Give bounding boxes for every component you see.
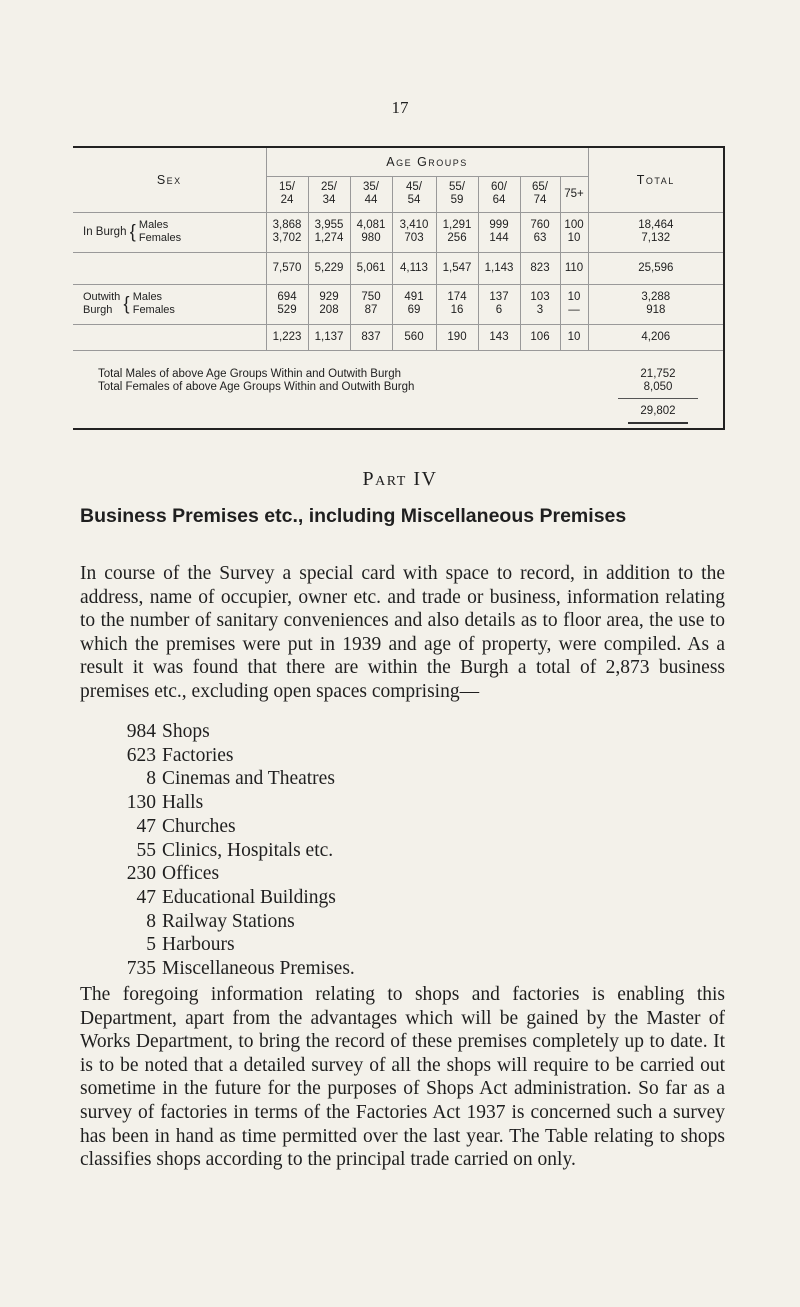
in-burgh-label: In Burgh: [83, 226, 127, 239]
value-cell: [308, 252, 350, 284]
age-groups-table: [73, 146, 725, 430]
total-cell: [588, 284, 723, 324]
value-cell: [392, 212, 436, 252]
premises-count: 47: [136, 815, 156, 837]
premises-list-item: [122, 910, 355, 934]
cell-value: 87: [364, 304, 378, 316]
age-group-label: 24: [280, 194, 294, 206]
value-cell: [520, 324, 560, 350]
cell-value: 137: [489, 291, 509, 303]
premises-count: 130: [126, 792, 156, 814]
premises-count: 984: [126, 721, 156, 742]
cell-value: 1,547: [442, 261, 472, 274]
age-group-label: 45/: [406, 181, 422, 193]
value-cell: [436, 284, 478, 324]
premises-label: Churches: [162, 815, 236, 837]
cell-value: 208: [319, 304, 339, 316]
age-group-header: [560, 176, 588, 212]
value-cell: [436, 252, 478, 284]
paragraph-foregoing: The foregoing information relating to shops and factories is enabling this Department, apart from the advantages which will be gained by the Master of Works Department, to bring the record of these premises completely up to date. It is to be noted that a detailed survey of all the shops will require to be carried out sometime in the future for the purposes of Shops Act administration. So far as a survey of factories in terms of the Factories Act 1937 is concerned such a survey has been in hand as time permitted over the last year. The Table relating to shops classifies shops according to the principal trade carried on only.: [80, 984, 725, 1171]
value-cell: [520, 284, 560, 324]
outwith-females-label: Females: [132, 304, 175, 316]
cell-value: 7,570: [272, 261, 302, 274]
cell-value: 10: [567, 291, 581, 303]
cell-value: —: [568, 304, 580, 316]
value-cell: [560, 252, 588, 284]
cell-value: 999: [489, 219, 509, 231]
age-group-label: 64: [492, 194, 506, 206]
premises-count: 5: [146, 934, 156, 956]
total-header: Total: [588, 148, 723, 212]
premises-count: 8: [146, 910, 156, 932]
outwith-burgh-label-cell: [73, 284, 266, 324]
cell-value: 750: [361, 291, 381, 303]
premises-list: [122, 720, 355, 981]
cell-value: 25,596: [638, 261, 674, 274]
age-group-label: 74: [533, 194, 547, 206]
cell-value: 69: [407, 304, 421, 316]
total-cell: [588, 324, 723, 350]
in-burgh-females-label: Females: [138, 232, 182, 244]
value-cell: [520, 252, 560, 284]
total-cell: [588, 212, 723, 252]
outwith-label-line1: Outwith: [83, 291, 121, 303]
value-cell: [350, 212, 392, 252]
value-cell: [478, 284, 520, 324]
cell-value: 190: [447, 330, 467, 343]
premises-list-item: [122, 839, 355, 863]
value-cell: [478, 212, 520, 252]
cell-value: 174: [447, 291, 467, 303]
value-cell: [308, 212, 350, 252]
cell-value: 703: [404, 232, 424, 244]
sum-rule: [618, 398, 698, 399]
premises-label: Railway Stations: [162, 910, 295, 932]
value-cell: [436, 212, 478, 252]
age-group-header: [436, 176, 478, 212]
cell-value: 63: [533, 232, 547, 244]
premises-label: Factories: [162, 744, 234, 766]
value-cell: [350, 284, 392, 324]
paragraph-intro: In course of the Survey a special card with space to record, in addition to the address, name of occupier, owner etc. and trade or business, information relating to the number of sanitary conveniences and also details as to floor area, the use to which the premises were put in 1939 and age of property, were compiled. As a result it was found that there are within the Burgh a total of 2,873 business premises etc., excluding open spaces comprising—: [80, 563, 725, 702]
section-title: Business Premises etc., including Miscellaneous Premises: [80, 505, 627, 527]
cell-value: 143: [489, 330, 509, 343]
cell-value: 5,061: [356, 261, 386, 274]
premises-label: Educational Buildings: [162, 886, 336, 908]
cell-value: 106: [530, 330, 550, 343]
value-cell: [308, 284, 350, 324]
value-cell: [392, 284, 436, 324]
age-group-label: 59: [450, 194, 464, 206]
premises-list-item: [122, 720, 355, 744]
cell-value: 103: [530, 291, 550, 303]
cell-value: 4,081: [356, 219, 386, 231]
cell-value: 256: [447, 232, 467, 244]
cell-value: 3,868: [272, 219, 302, 231]
premises-label: Miscellaneous Premises.: [162, 958, 355, 980]
cell-value: 823: [530, 261, 550, 274]
cell-value: 3: [536, 304, 544, 316]
value-cell: [392, 324, 436, 350]
value-cell: [308, 324, 350, 350]
cell-value: 10: [567, 232, 581, 244]
premises-label: Halls: [162, 792, 204, 814]
value-cell: [560, 212, 588, 252]
premises-label: Cinemas and Theatres: [162, 768, 335, 790]
value-cell: [436, 324, 478, 350]
value-cell: [350, 324, 392, 350]
cell-value: 929: [319, 291, 339, 303]
age-group-header: [308, 176, 350, 212]
in-burgh-label-cell: [73, 212, 266, 252]
age-group-label: 65/: [532, 181, 548, 193]
age-group-label: 34: [322, 194, 336, 206]
cell-value: 760: [530, 219, 550, 231]
value-cell: [266, 284, 308, 324]
cell-value: 1,143: [484, 261, 514, 274]
cell-value: 980: [361, 232, 381, 244]
premises-label: Shops: [162, 721, 210, 742]
part-heading: Part IV: [362, 468, 438, 490]
age-group-header: [392, 176, 436, 212]
outwith-males-label: Males: [132, 291, 163, 303]
cell-value: 7,132: [641, 232, 671, 244]
premises-list-item: [122, 957, 355, 981]
cell-value: 18,464: [638, 219, 674, 231]
age-group-label: 55/: [449, 181, 465, 193]
cell-value: 694: [277, 291, 297, 303]
age-group-label: 35/: [363, 181, 379, 193]
premises-list-item: [122, 791, 355, 815]
cell-value: 1,274: [314, 232, 344, 244]
value-cell: [560, 324, 588, 350]
premises-list-item: [122, 744, 355, 768]
in-burgh-males-label: Males: [138, 219, 169, 231]
brace-glyph: {: [123, 293, 130, 314]
value-cell: [350, 252, 392, 284]
premises-list-item: [122, 815, 355, 839]
premises-count: 623: [126, 744, 156, 766]
cell-value: 3,288: [641, 291, 671, 303]
page-number: 17: [391, 98, 409, 117]
premises-count: 230: [126, 863, 156, 885]
age-group-header: [478, 176, 520, 212]
premises-list-item: [122, 933, 355, 957]
premises-list-item: [122, 767, 355, 791]
age-groups-header: Age Groups: [266, 148, 588, 176]
cell-value: 3,410: [399, 219, 429, 231]
total-males-value: 21,752: [640, 368, 676, 380]
total-cell: [588, 252, 723, 284]
cell-value: 3,955: [314, 219, 344, 231]
total-females-label: Total Females of above Age Groups Within and Outwith Burgh: [98, 381, 415, 393]
cell-value: 560: [404, 330, 424, 343]
premises-label: Clinics, Hospitals etc.: [162, 839, 334, 861]
in-burgh-subtotal-row: [73, 252, 723, 284]
cell-value: 3,702: [272, 232, 302, 244]
cell-value: 918: [646, 304, 666, 316]
outwith-label-line2: Burgh: [83, 304, 113, 316]
age-group-label: 60/: [491, 181, 507, 193]
cell-value: 110: [564, 261, 584, 274]
age-group-label: 15/: [279, 181, 295, 193]
premises-count: 55: [136, 839, 156, 861]
value-cell: [478, 324, 520, 350]
premises-count: 735: [126, 958, 156, 980]
value-cell: [478, 252, 520, 284]
in-burgh-row: [73, 212, 723, 252]
premises-label: Offices: [162, 863, 220, 885]
value-cell: [266, 212, 308, 252]
cell-value: 10: [567, 330, 581, 343]
premises-list-item: [122, 886, 355, 910]
cell-value: 1,291: [442, 219, 472, 231]
cell-value: 4,113: [400, 261, 428, 274]
cell-value: 5,229: [314, 261, 344, 274]
brace-glyph: {: [129, 221, 136, 242]
cell-value: 491: [404, 291, 424, 303]
sex-header: Sex: [73, 148, 266, 212]
cell-value: 4,206: [641, 330, 671, 343]
outwith-burgh-row: [73, 284, 723, 324]
cell-value: 837: [361, 330, 381, 343]
age-group-header: [520, 176, 560, 212]
age-group-label: 25/: [321, 181, 337, 193]
value-cell: [266, 252, 308, 284]
value-cell: [266, 324, 308, 350]
total-females-value: 8,050: [643, 381, 673, 393]
cell-value: 6: [495, 304, 503, 316]
blank-cell: [73, 324, 266, 350]
premises-count: 47: [136, 886, 156, 908]
blank-cell: [73, 252, 266, 284]
value-cell: [560, 284, 588, 324]
age-table-grid: [73, 148, 723, 351]
premises-count: 8: [146, 768, 156, 790]
age-group-header: [350, 176, 392, 212]
cell-value: 529: [277, 304, 297, 316]
cell-value: 1,223: [272, 330, 302, 343]
age-group-header: [266, 176, 308, 212]
premises-list-item: [122, 862, 355, 886]
age-group-label: 44: [364, 194, 378, 206]
cell-value: 1,137: [314, 330, 344, 343]
premises-label: Harbours: [162, 934, 235, 956]
total-males-label: Total Males of above Age Groups Within and Outwith Burgh: [98, 368, 401, 380]
cell-value: 144: [489, 232, 509, 244]
grand-total-value: 29,802: [640, 405, 676, 417]
age-group-label: 75+: [564, 187, 584, 200]
age-group-label: 54: [407, 194, 421, 206]
value-cell: [392, 252, 436, 284]
cell-value: 16: [450, 304, 464, 316]
value-cell: [520, 212, 560, 252]
outwith-burgh-subtotal-row: [73, 324, 723, 350]
cell-value: 100: [564, 219, 584, 231]
double-rule: [628, 422, 688, 424]
